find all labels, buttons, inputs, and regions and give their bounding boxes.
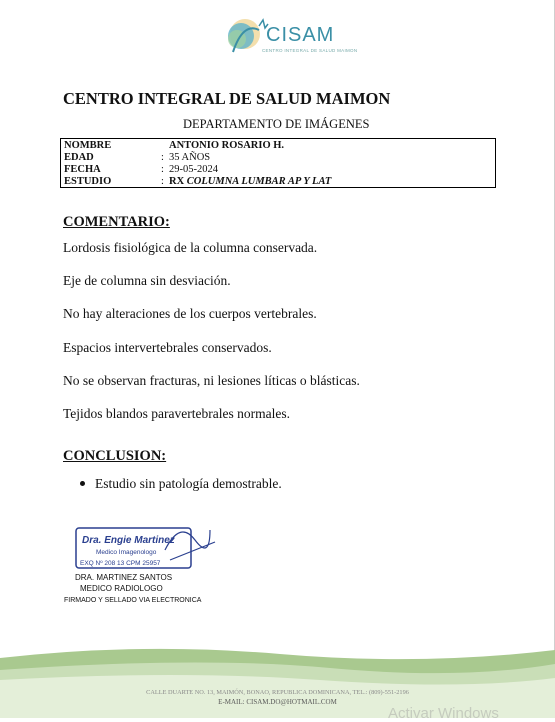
comentario-line: Espacios intervertebrales conservados. — [63, 340, 272, 355]
department-label: DEPARTAMENTO DE IMÁGENES — [183, 117, 370, 131]
comentario-heading: COMENTARIO: — [63, 214, 170, 230]
conclusion-item: Estudio sin patología demostrable. — [95, 476, 282, 491]
info-value-prefix: RX — [169, 176, 185, 187]
info-value: 29-05-2024 — [169, 164, 218, 175]
info-row-estudio — [64, 176, 331, 188]
footer-email: E-MAIL: CISAM.DO@HOTMAIL.COM — [218, 698, 337, 706]
info-label: NOMBRE — [64, 140, 112, 151]
signature-note: FIRMADO Y SELLADO VIA ELECTRONICA — [64, 597, 202, 604]
comentario-line: Lordosis fisiológica de la columna conservada. — [63, 240, 318, 255]
info-value-study: COLUMNA LUMBAR AP Y LAT — [186, 176, 332, 187]
svg-text:EXQ Nº 208 13 CPM 25957: EXQ Nº 208 13 CPM 25957 — [80, 560, 161, 567]
comentario-line: Eje de columna sin desviación. — [63, 273, 231, 288]
info-colon: : — [161, 164, 164, 175]
info-row-edad — [64, 152, 210, 164]
comentario-line: Tejidos blandos paravertebrales normales. — [63, 406, 290, 421]
svg-text:Dra. Engie Martinez: Dra. Engie Martinez — [82, 535, 175, 546]
info-value: 35 AÑOS — [169, 152, 211, 163]
info-value: ANTONIO ROSARIO H. — [169, 140, 285, 151]
comentario-line: No se observan fracturas, ni lesiones líticas o blásticas. — [63, 373, 360, 388]
info-row-fecha — [64, 164, 218, 176]
signer-role: MEDICO RADIOLOGO — [80, 584, 163, 593]
signer-name: DRA. MARTINEZ SANTOS — [75, 573, 173, 582]
signature-stamp — [70, 520, 220, 575]
info-colon: : — [161, 152, 164, 163]
logo-subtitle: CENTRO INTEGRAL DE SALUD MAIMON — [262, 48, 358, 53]
info-row-nombre — [64, 140, 284, 152]
bullet-dot-icon — [80, 481, 85, 486]
svg-text:Medico Imagenologo: Medico Imagenologo — [96, 549, 157, 556]
info-label: FECHA — [64, 164, 101, 175]
conclusion-heading: CONCLUSION: — [63, 448, 167, 464]
patient-info-box — [60, 138, 496, 188]
logo-text: CISAM — [266, 24, 335, 46]
document-title: CENTRO INTEGRAL DE SALUD MAIMON — [63, 89, 391, 108]
info-label: EDAD — [64, 152, 94, 163]
comentario-line: No hay alteraciones de los cuerpos vertebrales. — [63, 306, 317, 321]
footer-address: CALLE DUARTE NO. 13, MAIMÓN, BONAO, REPUBLICA DOMINICANA, TEL.: (809)-551-2196 — [146, 689, 409, 696]
info-label: ESTUDIO — [64, 176, 112, 187]
activation-watermark: Activar Windows — [388, 705, 499, 722]
info-colon: : — [161, 176, 164, 187]
